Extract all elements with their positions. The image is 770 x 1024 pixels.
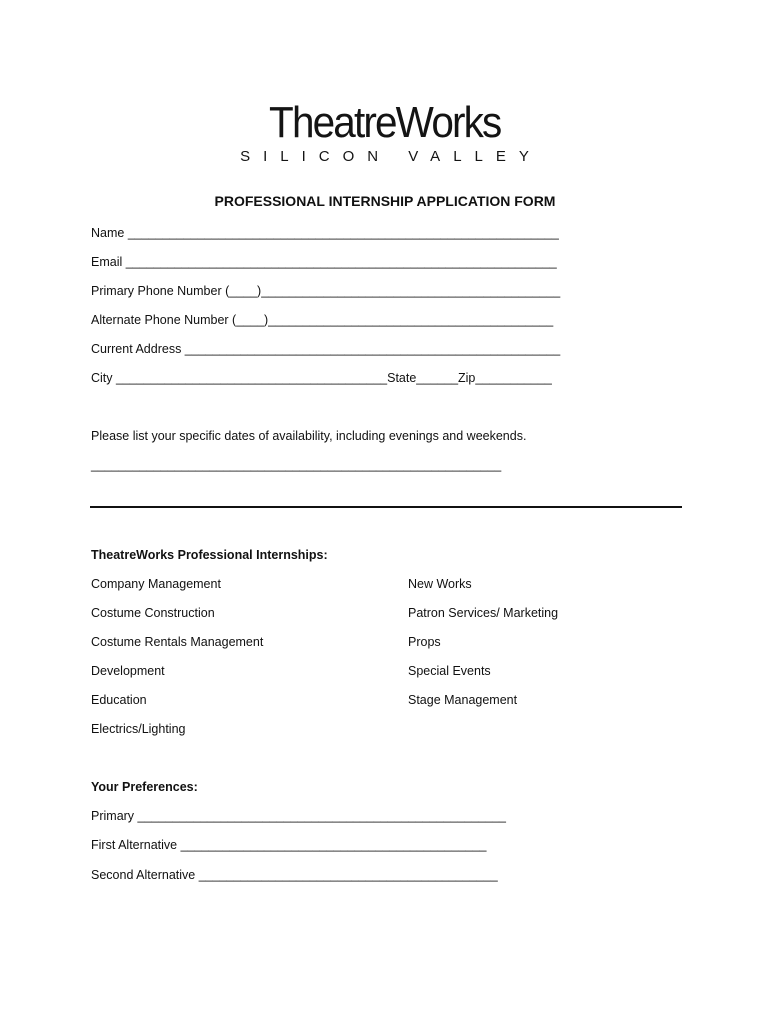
internships-heading: TheatreWorks Professional Internships: xyxy=(91,548,328,562)
email-field[interactable]: Email ______________________________________________________________ xyxy=(91,255,557,269)
primary-preference-field[interactable]: Primary _____________________________________________________ xyxy=(91,809,506,823)
internship-item: Electrics/Lighting xyxy=(91,722,186,736)
logo-wordmark: TheatreWorks xyxy=(269,98,501,147)
current-address-field[interactable]: Current Address ______________________________________________________ xyxy=(91,342,561,356)
form-title: PROFESSIONAL INTERNSHIP APPLICATION FORM xyxy=(214,193,556,209)
internship-item: Costume Rentals Management xyxy=(91,635,264,649)
city-state-zip-field[interactable]: City _______________________________________State______Zip___________ xyxy=(91,371,552,385)
section-divider xyxy=(90,506,682,508)
name-field[interactable]: Name ______________________________________________________________ xyxy=(91,226,559,240)
internship-item: New Works xyxy=(408,577,472,591)
alternate-phone-field[interactable]: Alternate Phone Number (____)_________________________________________ xyxy=(91,313,554,327)
internship-item: Education xyxy=(91,693,147,707)
internship-item: Costume Construction xyxy=(91,606,215,620)
first-alternative-field[interactable]: First Alternative ____________________________________________ xyxy=(91,838,487,852)
internship-item: Special Events xyxy=(408,664,491,678)
availability-prompt: Please list your specific dates of availability, including evenings and weekends. xyxy=(91,429,527,443)
primary-phone-field[interactable]: Primary Phone Number (____)___________________________________________ xyxy=(91,284,561,298)
internship-item: Development xyxy=(91,664,165,678)
preferences-heading: Your Preferences: xyxy=(91,780,198,794)
theatreworks-logo xyxy=(0,98,770,166)
internship-item: Stage Management xyxy=(408,693,518,707)
internship-item: Company Management xyxy=(91,577,221,591)
internship-item: Props xyxy=(408,635,441,649)
logo-subtitle: SILICON VALLEY xyxy=(240,148,542,165)
availability-field[interactable]: ___________________________________________________________ xyxy=(91,458,502,472)
internship-item: Patron Services/ Marketing xyxy=(408,606,559,620)
second-alternative-field[interactable]: Second Alternative ___________________________________________ xyxy=(91,868,498,882)
